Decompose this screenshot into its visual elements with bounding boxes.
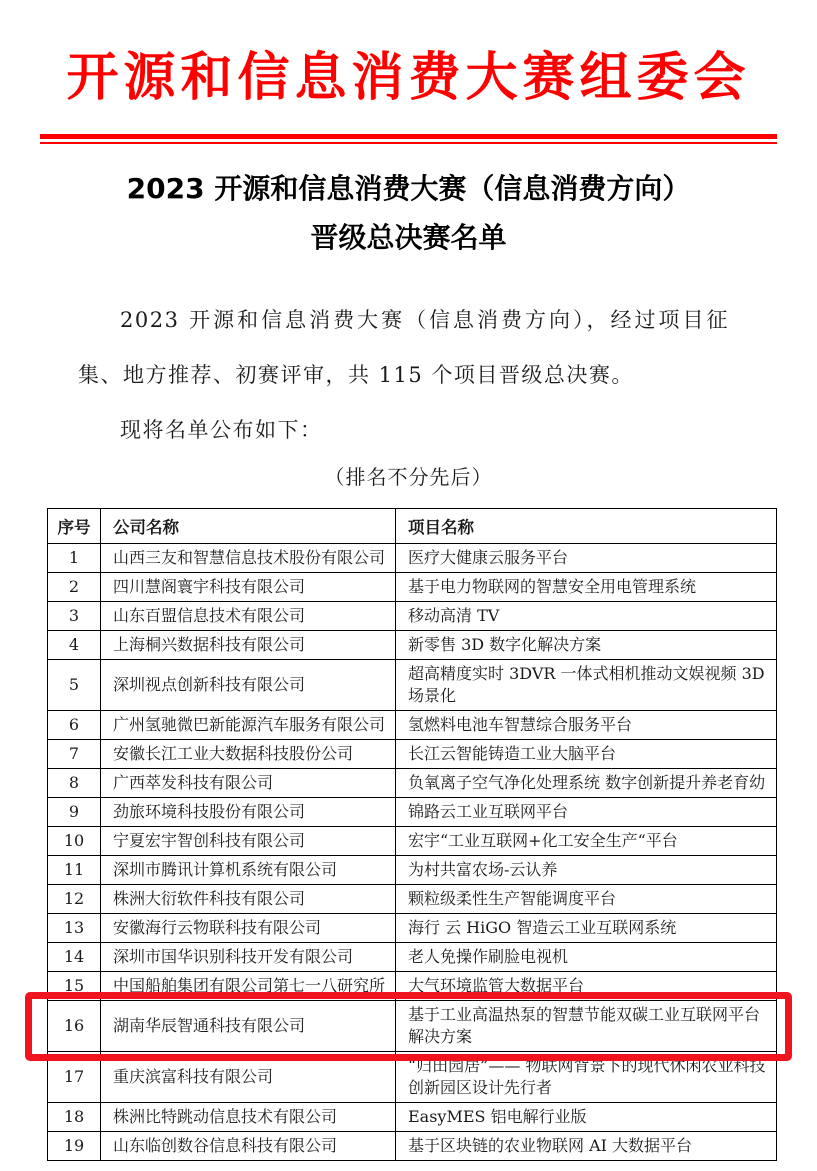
table-row (48, 943, 777, 972)
company-name: 广州氢驰微巴新能源汽车服务有限公司 (101, 711, 396, 740)
project-name: 宏宇“工业互联网+化工安全生产“平台 (396, 827, 777, 856)
project-name: 锦路云工业互联网平台 (396, 798, 777, 827)
header-double-rule (40, 134, 777, 144)
table-row (48, 660, 777, 711)
row-number: 1 (48, 544, 101, 573)
column-header-project: 项目名称 (396, 509, 777, 544)
company-name: 安徽海行云物联科技有限公司 (101, 914, 396, 943)
table-row (48, 1103, 777, 1132)
table-row (48, 573, 777, 602)
company-name: 山东百盟信息技术有限公司 (101, 602, 396, 631)
company-name: 重庆滨富科技有限公司 (101, 1052, 396, 1103)
company-name: 劲旅环境科技股份有限公司 (101, 798, 396, 827)
intro-paragraph: 2023 开源和信息消费大赛（信息消费方向），经过项目征集、地方推荐、初赛评审，共 115 个项目晋级总决赛。 (78, 308, 729, 388)
company-name: 山西三友和智慧信息技术股份有限公司 (101, 544, 396, 573)
org-title: 开源和信息消费大赛组委会 (66, 47, 751, 108)
project-name: 基于电力物联网的智慧安全用电管理系统 (396, 573, 777, 602)
table-header-row (48, 509, 777, 544)
row-number: 10 (48, 827, 101, 856)
row-number: 16 (48, 1001, 101, 1052)
company-name: 株洲比特跳动信息技术有限公司 (101, 1103, 396, 1132)
row-number: 15 (48, 972, 101, 1001)
project-name: 新零售 3D 数字化解决方案 (396, 631, 777, 660)
row-number: 13 (48, 914, 101, 943)
row-number: 4 (48, 631, 101, 660)
row-number: 18 (48, 1103, 101, 1132)
table-row (48, 1001, 777, 1052)
company-name: 广西萃发科技有限公司 (101, 769, 396, 798)
announce-line: 现将名单公布如下： (120, 418, 323, 443)
table-row (48, 885, 777, 914)
row-number: 14 (48, 943, 101, 972)
project-name: 大气环境监管大数据平台 (396, 972, 777, 1001)
company-name: 四川慧阁寰宇科技有限公司 (101, 573, 396, 602)
project-name: 氢燃料电池车智慧综合服务平台 (396, 711, 777, 740)
table-row (48, 631, 777, 660)
table-row (48, 914, 777, 943)
table-row (48, 1052, 777, 1103)
company-name: 湖南华辰智通科技有限公司 (101, 1001, 396, 1052)
table-row (48, 827, 777, 856)
project-name: 移动高清 TV (396, 602, 777, 631)
company-name: 宁夏宏宇智创科技有限公司 (101, 827, 396, 856)
ranking-note: （排名不分先后） (324, 465, 493, 490)
table-row (48, 798, 777, 827)
project-name: EasyMES 铝电解行业版 (396, 1103, 777, 1132)
row-number: 8 (48, 769, 101, 798)
row-number: 17 (48, 1052, 101, 1103)
project-name: 基于工业高温热泵的智慧节能双碳工业互联网平台解决方案 (396, 1001, 777, 1052)
project-name: 负氧离子空气净化处理系统 数字创新提升养老育幼 (396, 769, 777, 798)
project-name: 基于区块链的农业物联网 AI 大数据平台 (396, 1132, 777, 1161)
table-row (48, 544, 777, 573)
table-row (48, 769, 777, 798)
table-row (48, 1132, 777, 1161)
company-name: 深圳视点创新科技有限公司 (101, 660, 396, 711)
row-number: 9 (48, 798, 101, 827)
row-number: 12 (48, 885, 101, 914)
project-name: 海行 云 HiGO 智造云工业互联网系统 (396, 914, 777, 943)
company-name: 深圳市国华识别科技开发有限公司 (101, 943, 396, 972)
table-row (48, 972, 777, 1001)
row-number: 3 (48, 602, 101, 631)
company-name: 山东临创数谷信息科技有限公司 (101, 1132, 396, 1161)
company-name: 上海桐兴数据科技有限公司 (101, 631, 396, 660)
row-number: 5 (48, 660, 101, 711)
project-name: 老人免操作刷脸电视机 (396, 943, 777, 972)
column-header-no: 序号 (48, 509, 101, 544)
project-name: 医疗大健康云服务平台 (396, 544, 777, 573)
project-name: “归田园居”—— 物联网背景下的现代休闲农业科技创新园区设计先行者 (396, 1052, 777, 1103)
project-name: 长江云智能铸造工业大脑平台 (396, 740, 777, 769)
company-name: 中国船舶集团有限公司第七一八研究所 (101, 972, 396, 1001)
table-row (48, 711, 777, 740)
rule-thin (40, 142, 777, 144)
doc-title-line2: 晋级总决赛名单 (310, 220, 507, 254)
company-name: 深圳市腾讯计算机系统有限公司 (101, 856, 396, 885)
company-name: 株洲大衍软件科技有限公司 (101, 885, 396, 914)
row-number: 7 (48, 740, 101, 769)
rule-thick (40, 134, 777, 139)
project-name: 为村共富农场-云认养 (396, 856, 777, 885)
column-header-company: 公司名称 (101, 509, 396, 544)
row-number: 19 (48, 1132, 101, 1161)
doc-title-line1: 2023 开源和信息消费大赛（信息消费方向） (126, 171, 691, 205)
table-row (48, 602, 777, 631)
row-number: 11 (48, 856, 101, 885)
row-number: 2 (48, 573, 101, 602)
company-name: 安徽长江工业大数据科技股份公司 (101, 740, 396, 769)
row-number: 6 (48, 711, 101, 740)
finalist-table (47, 508, 777, 1161)
table-row (48, 856, 777, 885)
project-name: 超高精度实时 3DVR 一体式相机推动文娱视频 3D 场景化 (396, 660, 777, 711)
project-name: 颗粒级柔性生产智能调度平台 (396, 885, 777, 914)
table-row (48, 740, 777, 769)
